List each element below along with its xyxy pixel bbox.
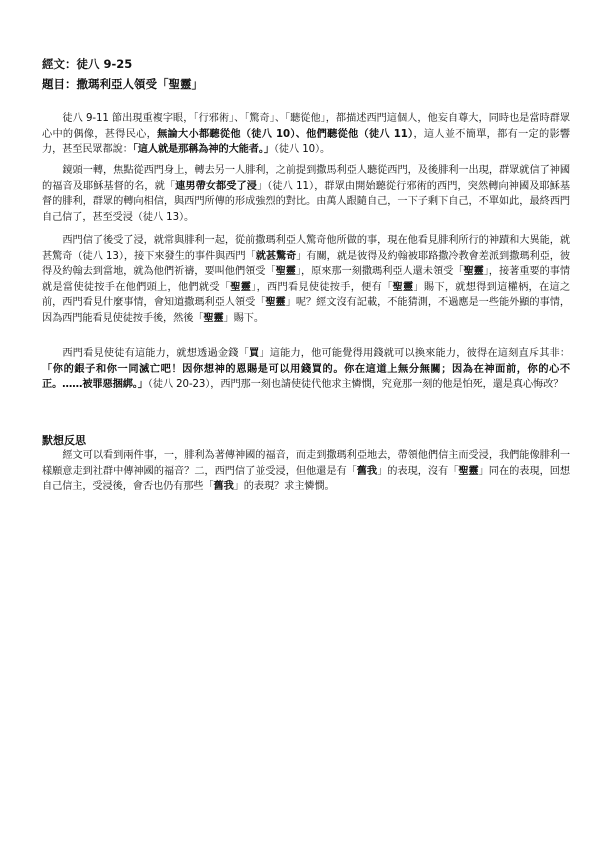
sermon-title: 題目：撒瑪利亞人領受「聖靈」	[42, 77, 203, 91]
text-run: 經文可以看到兩件事，一，腓利為著傳神國的福音，而走到撒瑪利亞地去，帶領他們信主而受浸，我們能像腓利一樣願意走到社群中傳神國的福音？二，西門信了並受浸，但他還是有「	[42, 450, 570, 477]
paragraph-2	[42, 163, 570, 225]
bold-run: 連男帶女都受了浸	[175, 180, 257, 192]
bold-quote: 「你的銀子和你一同滅亡吧！因你想神的恩賜是可以用錢買的。你在這道上無分無關；因為在神面前，你的心不正。……被罪惡捆綁。」	[42, 363, 570, 391]
bold-run: 聖靈	[463, 266, 484, 278]
text-run: 」，原來那一刻撒瑪利亞人還未領受「	[295, 266, 464, 278]
bold-run: 無論大小都聽從他（徒八 10）、他們聽從他（徒八 11）	[157, 128, 414, 140]
text-run: 」這能力，他可能覺得用錢就可以換來能力，彼得在這刻直斥其非：	[259, 348, 571, 359]
bold-run: 舊我	[356, 465, 378, 477]
text-run: 」，接著重要的事情就是當使徒按手在他們頭上，他們就受「	[42, 266, 570, 293]
text-run: （徒八 10）。	[273, 144, 331, 156]
reflection-heading: 默想反思	[42, 434, 86, 447]
paragraph-reflection	[42, 448, 570, 495]
bold-run: 舊我	[213, 481, 234, 493]
text-run: 」同在的表現，回想自己信主，受浸後，會否也仍有那些「	[42, 465, 570, 493]
text-run: （徒八 20-23），西門那一刻也請使徒代他求主憐憫，究竟那一刻的他是怕死，還是真心悔改？	[147, 379, 564, 391]
text-run: 」賜下，就想得到這權柄，在這之前，西門看見什麼事情，會知道撒瑪利亞人領受「	[42, 281, 570, 309]
text-run: 」，西門看見使徒按手，便有「	[251, 281, 393, 293]
bold-run: 聖靈	[392, 281, 414, 293]
scripture-reference: 經文：徒八 9-25	[42, 57, 133, 71]
bold-run: 聖靈	[265, 297, 286, 309]
text-run: 」的表現？求主憐憫。	[233, 481, 335, 493]
text-run: 西門看見使徒有這能力，就想透過金錢「	[62, 348, 249, 359]
text-run: 徒八 9-11 節出現重複字眼，「行邪術」、「驚奇」、「聽從他」，都描述西門這個人，他妄自尊大，同時也是當時群眾心中的偶像，甚得民心，	[42, 113, 570, 140]
bold-run: 聖靈	[230, 281, 252, 293]
bold-run: 聖靈	[458, 465, 479, 477]
text-run: 鏡頭一轉，焦點從西門身上，轉去另一人腓利，之前提到撒馬利亞人聽從西門，及後腓利一出現，群眾就信了神國的福音及耶穌基督的名，就「	[42, 165, 570, 192]
text-run: 西門信了後受了浸，就常與腓利一起，從前撒瑪利亞人驚奇他所做的事，現在他看見腓利所行的神蹟和大異能，就甚驚奇（徒八 13），接下來發生的事件與西門「	[42, 235, 570, 262]
bold-run: 聖靈	[275, 266, 296, 278]
text-run: 」賜下。	[223, 312, 264, 324]
text-run: 」有關，就是彼得及約翰被耶路撒冷教會差派到撒瑪利亞，彼得及約翰去到當地，就為他們祈禱，要叫他們領受「	[42, 250, 570, 278]
text-run: ，這人並不簡單，都有一定的影響力，甚至民眾都說：	[42, 128, 571, 156]
text-run: 」的表現，沒有「	[377, 465, 459, 477]
text-run: 」呢？經文沒有記載，不能猜測，不過應是一些能外顯的事情，因為西門能看見使徒按手後，然後「	[42, 297, 570, 324]
paragraph-1	[42, 111, 570, 158]
paragraph-4	[42, 346, 570, 393]
bold-run: 就甚驚奇	[255, 250, 297, 262]
bold-run: 聖靈	[203, 312, 224, 324]
bold-quote: 「這人就是那稱為神的大能者。」	[132, 144, 274, 156]
bold-run: 買	[248, 348, 260, 359]
paragraph-3	[42, 233, 570, 327]
text-run: 」（徒八 11），群眾由開始聽從行邪術的西門，突然轉向神國及耶穌基督的腓利，群眾的轉向相信，與西門所傳的形成強烈的對比。由萬人跟隨自己，一下子剩下自己，不單如此，最終西門自己信了，甚至受浸（徒八 13）。	[42, 180, 570, 223]
